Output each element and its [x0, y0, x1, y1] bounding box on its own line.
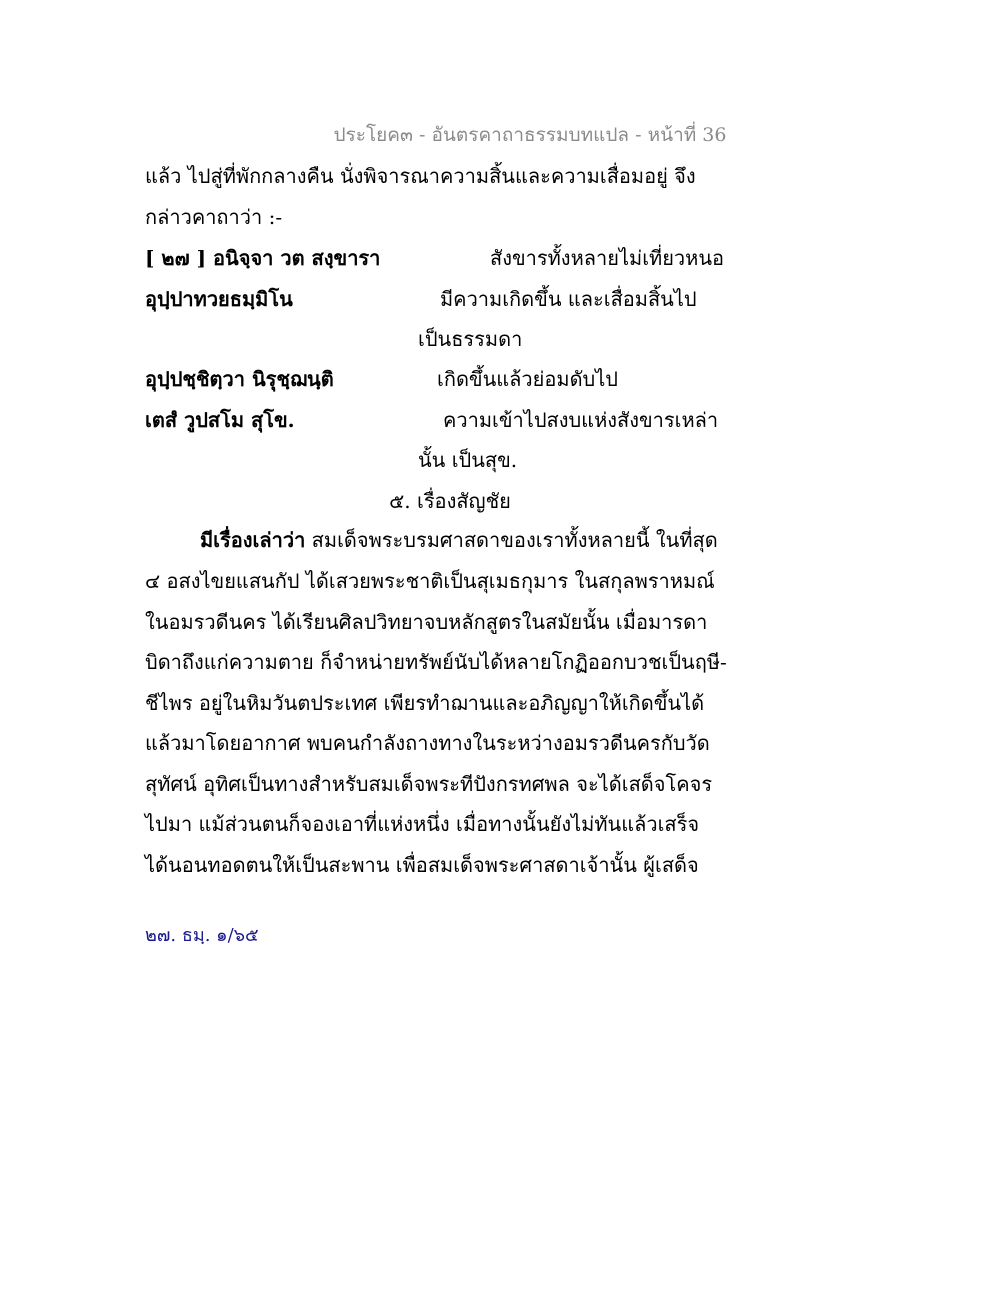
story-line-8: ไปมา แม้ส่วนตนก็จองเอาที่แห่งหนึ่ง เมื่อทางนั้นยังไม่ทันแล้วเสร็จ [145, 812, 700, 836]
intro-line-1: แล้ว ไปสู่ที่พักกลางคืน นั่งพิจารณาความสิ้นและความเสื่อมอยู่ จึง [145, 164, 696, 188]
verse-row-1-pali [145, 242, 380, 274]
story-lead: มีเรื่องเล่าว่า [200, 528, 306, 552]
story-line-5: ชีไพร อยู่ในหิมวันตประเทศ เพียรทำฌานและอภิญญาให้เกิดขึ้นได้ [145, 691, 705, 715]
verse-row-6-thai: นั้น เป็นสุข. [418, 448, 518, 472]
page-header: ประโยค๓ - อันตรคาถาธรรมบทแปล - หน้าที่ 36 [333, 124, 727, 146]
verse-row-4-pali: อุปฺปชฺชิตฺวา นิรุชฺฌนฺติ [145, 367, 334, 391]
footnote: ๒๗. ธมฺ. ๑/๖๕ [145, 925, 259, 946]
verse-row-3-thai: เป็นธรรมดา [418, 327, 523, 351]
story-line-7: สุทัศน์ อุทิศเป็นทางสำหรับสมเด็จพระทีปังกรทศพล จะได้เสด็จโคจร [145, 772, 713, 796]
story-line-3: ในอมรวดีนคร ได้เรียนศิลปวิทยาจบหลักสูตรในสมัยนั้น เมื่อมารดา [145, 610, 708, 634]
verse-row-1-thai: สังขารทั้งหลายไม่เที่ยวหนอ [490, 246, 725, 270]
verse-pali-text: อนิจฺจา วต สงฺขารา [213, 246, 381, 270]
verse-row-2-pali: อุปฺปาทวยธมฺมิโน [145, 287, 293, 311]
story-line-2: ๔ อสงไขยแสนกัป ได้เสวยพระชาติเป็นสุเมธกุมาร ในสกุลพราหมณ์ [145, 569, 715, 593]
story-line-4: บิดาถึงแก่ความตาย ก็จำหน่ายทรัพย์นับได้หลายโกฏิออกบวชเป็นฤษี- [145, 650, 727, 674]
verse-row-5-pali: เตสํ วูปสโม สุโข. [145, 408, 295, 432]
section-title: ๕. เรื่องสัญชัย [389, 489, 511, 513]
story-line-9: ได้นอนทอดตนให้เป็นสะพาน เพื่อสมเด็จพระศาสดาเจ้านั้น ผู้เสด็จ [145, 853, 699, 877]
intro-line-2: กล่าวคาถาว่า :- [145, 205, 283, 229]
story-line-1-text: สมเด็จพระบรมศาสดาของเราทั้งหลายนี้ ในที่สุด [305, 528, 718, 552]
verse-row-4-thai: เกิดขึ้นแล้วย่อมดับไป [437, 367, 619, 391]
story-line-1 [200, 524, 718, 556]
verse-row-5-thai: ความเข้าไปสงบแห่งสังขารเหล่า [443, 408, 719, 432]
verse-reference: [ ๒๗ ] [145, 246, 207, 270]
verse-row-2-thai: มีความเกิดขึ้น และเสื่อมสิ้นไป [440, 287, 697, 311]
story-line-6: แล้วมาโดยอากาศ พบคนกำลังถางทางในระหว่างอมรวดีนครกับวัด [145, 731, 710, 755]
